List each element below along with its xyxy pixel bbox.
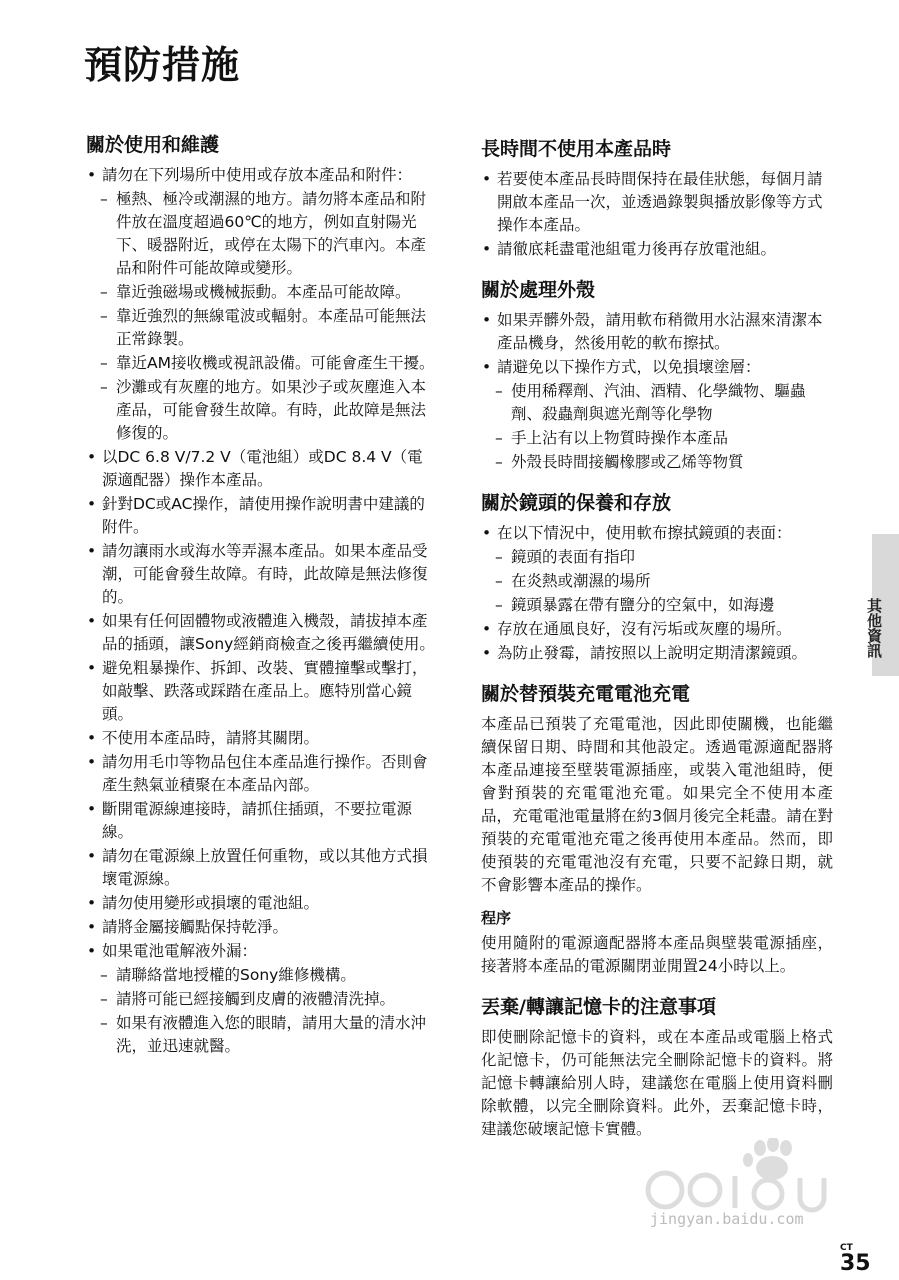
page-number: 35 [840, 1251, 871, 1276]
bullet-item: • 不使用本產品時，請將其關閉。 [86, 727, 436, 750]
bullet-item: • 請勿在下列場所中使用或存放本產品和附件： [86, 164, 436, 187]
bullet-item: • 請避免以下操作方式，以免損壞塗層： [481, 356, 833, 379]
dash-item: – 鏡頭的表面有指印 [481, 546, 833, 569]
right-column [481, 136, 833, 1157]
section-battery-charge [481, 681, 833, 978]
dash-item: – 請聯絡當地授權的Sony維修機構。 [86, 964, 436, 987]
page-prefix: CT [840, 1243, 853, 1253]
dash-item: – 如果有液體進入您的眼睛，請用大量的清水沖洗，並迅速就醫。 [86, 1012, 436, 1058]
dash-item: – 靠近AM接收機或視訊設備。可能會產生干擾。 [86, 352, 436, 375]
section-heading: 關於使用和維護 [86, 134, 220, 156]
section-body [481, 309, 833, 474]
bullet-item: • 如果有任何固體物或液體進入機殼，請拔掉本產品的插頭，讓Sony經銷商檢查之後再繼續使用。 [86, 610, 436, 656]
subheading: 程序 [481, 909, 512, 927]
bullet-item: • 斷開電源線連接時，請抓住插頭，不要拉電源線。 [86, 798, 436, 844]
paragraph: 使用隨附的電源適配器將本產品與壁裝電源插座，接著將本產品的電源關閉並閒置24小時以上。 [481, 934, 833, 975]
bullet-item: • 如果電池電解液外漏： [86, 940, 436, 963]
dash-item: – 靠近強烈的無線電波或輻射。本產品可能無法正常錄製。 [86, 305, 436, 351]
watermark-url: jingyan.baidu.com [650, 1210, 804, 1228]
section-heading: 關於鏡頭的保養和存放 [481, 492, 672, 514]
section-body [86, 164, 436, 1058]
dash-item: – 外殼長時間接觸橡膠或乙烯等物質 [481, 451, 833, 474]
bullet-item: • 請徹底耗盡電池組電力後再存放電池組。 [481, 238, 833, 261]
page-title: 預防措施 [84, 43, 241, 87]
section-heading: 關於處理外殼 [481, 279, 596, 301]
bullet-item: • 針對DC或AC操作，請使用操作說明書中建議的附件。 [86, 493, 436, 539]
dash-item: – 極熱、極冷或潮濕的地方。請勿將本產品和附件放在溫度超過60℃的地方，例如直射陽光下、暖器附近，或停在太陽下的汽車內。本產品和附件可能故障或變形。 [86, 188, 436, 280]
bullet-item: • 請勿使用變形或損壞的電池組。 [86, 892, 436, 915]
section-memory-card [481, 994, 833, 1141]
section-body [481, 1026, 833, 1141]
bullet-item: • 請將金屬接觸點保持乾淨。 [86, 916, 436, 939]
section-casing [481, 277, 833, 474]
bullet-item: • 如果弄髒外殼，請用軟布稍微用水沾濕來清潔本產品機身，然後用乾的軟布擦拭。 [481, 309, 833, 355]
dash-item: – 鏡頭暴露在帶有鹽分的空氣中，如海邊 [481, 594, 833, 617]
side-tab-label: 其他資訊 [865, 598, 883, 658]
paragraph: 本產品已預裝了充電電池，因此即使關機，也能繼續保留日期、時間和其他設定。透過電源適配器將本產品連接至壁裝電源插座，或裝入電池組時，便會對預裝的充電電池充電。如果完全不使用本產品，充電電池電量將在約3個月後完全耗盡。請在對預裝的充電電池充電之後再使用本產品。然而，即使預裝的充電電池沒有充電，只要不記錄日期，就不會影響本產品的操作。 [481, 715, 833, 894]
section-heading: 丟棄/轉讓記憶卡的注意事項 [481, 996, 716, 1018]
bullet-item: • 若要使本產品長時間保持在最佳狀態，每個月請開啟本產品一次，並透過錄製與播放影像等方式操作本產品。 [481, 168, 833, 237]
dash-item: – 沙灘或有灰塵的地方。如果沙子或灰塵進入本產品，可能會發生故障。有時，此故障是無法修復的。 [86, 376, 436, 445]
dash-item: – 使用稀釋劑、汽油、酒精、化學織物、驅蟲劑、殺蟲劑與遮光劑等化學物 [481, 380, 833, 426]
section-body [481, 522, 833, 665]
dash-item: – 靠近強磁場或機械振動。本產品可能故障。 [86, 281, 436, 304]
section-usage-care [86, 132, 436, 1058]
bullet-item: • 請勿在電源線上放置任何重物，或以其他方式損壞電源線。 [86, 845, 436, 891]
bullet-item: • 在以下情況中，使用軟布擦拭鏡頭的表面： [481, 522, 833, 545]
bullet-item: • 為防止發霉，請按照以上說明定期清潔鏡頭。 [481, 642, 833, 665]
dash-item: – 在炎熱或潮濕的場所 [481, 570, 833, 593]
bullet-item: • 請勿讓雨水或海水等弄濕本產品。如果本產品受潮，可能會發生故障。有時，此故障是無法修復的。 [86, 540, 436, 609]
section-long-storage [481, 136, 833, 261]
bullet-item: • 以DC 6.8 V/7.2 V（電池組）或DC 8.4 V（電源適配器）操作本產品。 [86, 446, 436, 492]
bullet-item: • 請勿用毛巾等物品包住本產品進行操作。否則會產生熱氣並積聚在本產品內部。 [86, 751, 436, 797]
section-heading: 關於替預裝充電電池充電 [481, 683, 691, 705]
paragraph: 即使刪除記憶卡的資料，或在本產品或電腦上格式化記憶卡，仍可能無法完全刪除記憶卡的資料。將記憶卡轉讓給別人時，建議您在電腦上使用資料刪除軟體，以完全刪除資料。此外，丟棄記憶卡時，建議您破壞記憶卡實體。 [481, 1028, 833, 1138]
section-body [481, 168, 833, 261]
bullet-item: • 避免粗暴操作、拆卸、改裝、實體撞擊或擊打，如敲擊、跌落或踩踏在產品上。應特別當心鏡頭。 [86, 657, 436, 726]
left-column [86, 132, 436, 1074]
section-heading: 長時間不使用本產品時 [481, 138, 672, 160]
dash-item: – 請將可能已經接觸到皮膚的液體清洗掉。 [86, 988, 436, 1011]
section-lens-care [481, 490, 833, 665]
dash-item: – 手上沾有以上物質時操作本產品 [481, 427, 833, 450]
bullet-item: • 存放在通風良好，沒有污垢或灰塵的場所。 [481, 618, 833, 641]
section-body [481, 713, 833, 978]
